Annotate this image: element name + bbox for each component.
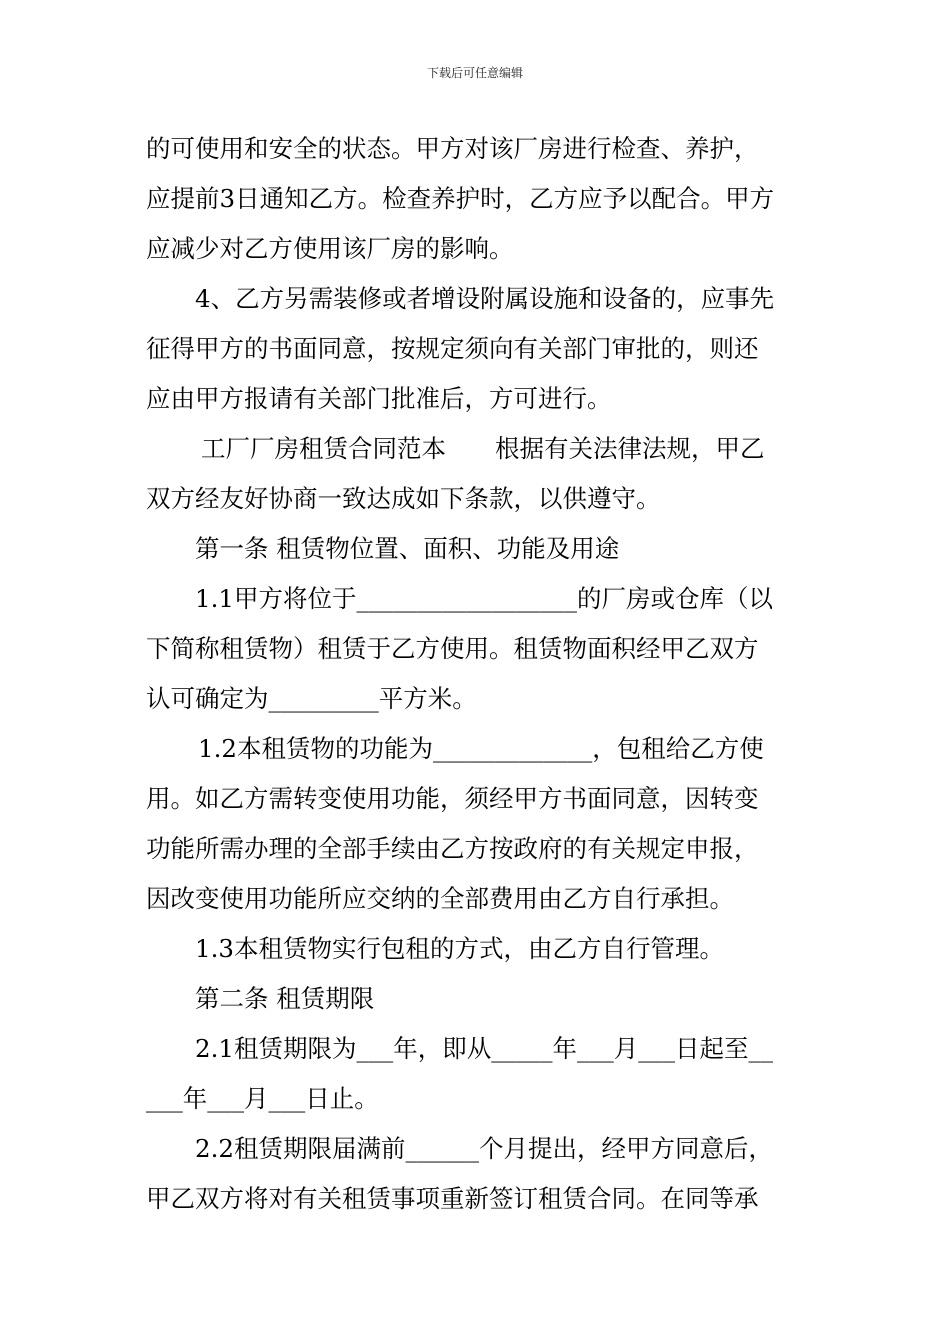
text-line: 应由甲方报请有关部门批准后，方可进行。 xyxy=(146,384,612,413)
text-line: 工厂厂房租赁合同范本 根据有关法律法规，甲乙 xyxy=(201,434,765,463)
document-body xyxy=(146,124,816,1224)
text-line: 应减少对乙方使用该厂房的影响。 xyxy=(146,234,514,263)
text-line: 用。如乙方需转变使用功能，须经甲方书面同意，因转变 xyxy=(146,784,759,813)
text-line: 4、乙方另需装修或者增设附属设施和设备的，应事先 xyxy=(195,284,775,313)
text-line: 功能所需办理的全部手续由乙方按政府的有关规定申报， xyxy=(146,834,759,863)
page-header-note: 下载后可任意编辑 xyxy=(426,66,523,80)
text-line: 1.2本租赁物的功能为_____________，包租给乙方使 xyxy=(198,734,764,763)
text-line: 认可确定为_________平方米。 xyxy=(146,684,477,713)
text-line: 征得甲方的书面同意，按规定须向有关部门审批的，则还 xyxy=(146,334,759,363)
text-line: 2.2租赁期限届满前______个月提出，经甲方同意后， xyxy=(195,1134,773,1163)
text-line: 1.3本租赁物实行包租的方式，由乙方自行管理。 xyxy=(195,934,724,963)
text-line: 2.1租赁期限为___年，即从_____年___月___日起至__ xyxy=(195,1034,773,1063)
text-line: 下简称租赁物）租赁于乙方使用。租赁物面积经甲乙双方 xyxy=(146,634,759,663)
text-line: 甲乙双方将对有关租赁事项重新签订租赁合同。在同等承 xyxy=(146,1184,759,1213)
text-line: 因改变使用功能所应交纳的全部费用由乙方自行承担。 xyxy=(146,884,734,913)
text-line: 应提前3日通知乙方。检查养护时，乙方应予以配合。甲方 xyxy=(146,184,775,213)
section-heading: 第二条 租赁期限 xyxy=(195,984,375,1013)
section-heading: 第一条 租赁物位置、面积、功能及用途 xyxy=(195,534,620,563)
text-line: 1.1甲方将位于__________________的厂房或仓库（以 xyxy=(195,584,773,613)
text-line: 双方经友好协商一致达成如下条款，以供遵守。 xyxy=(146,484,661,513)
text-line: 的可使用和安全的状态。甲方对该厂房进行检查、养护， xyxy=(146,134,759,163)
text-line: ___年___月___日止。 xyxy=(146,1084,379,1113)
